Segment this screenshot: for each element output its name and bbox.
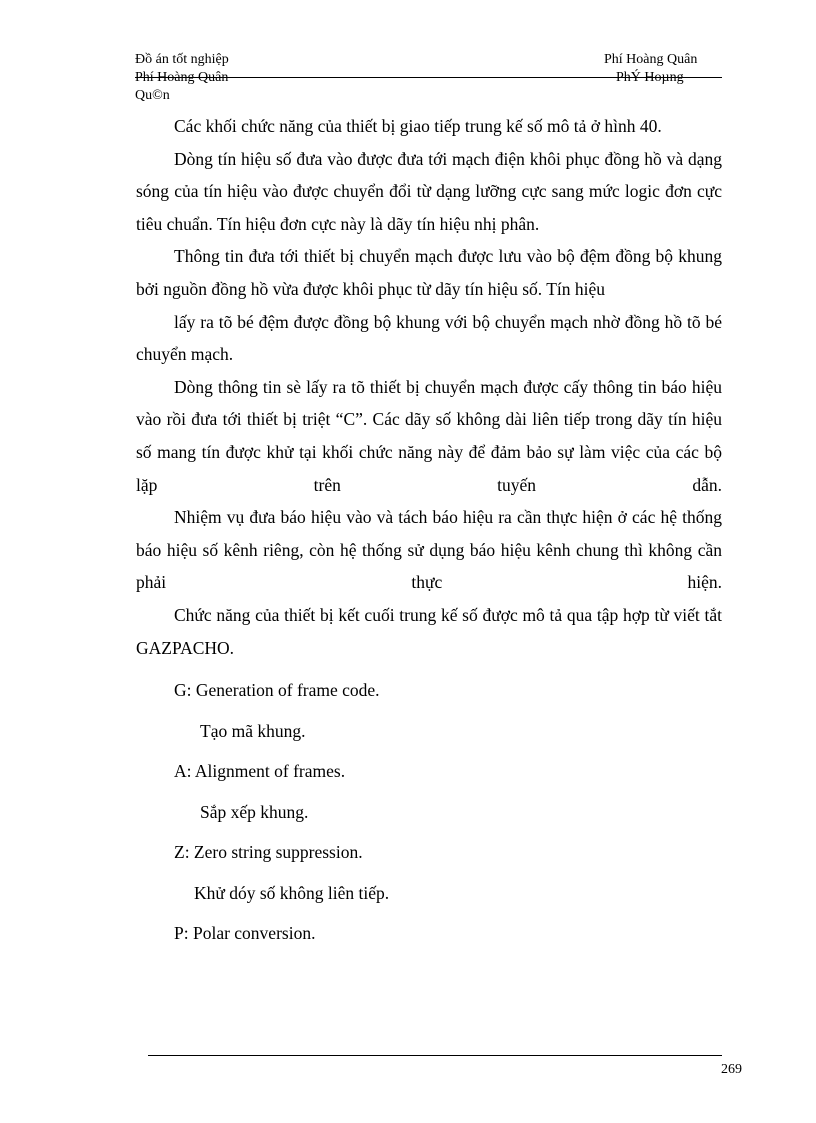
header-left-title: Đồ án tốt nghiệp <box>135 52 229 67</box>
header-right-name: Phí Hoàng Quân <box>604 52 698 67</box>
header-left-name-struck: Phí Hoàng Quân <box>135 70 229 85</box>
header-right-name-struck: PhÝ Hoµng <box>616 70 684 85</box>
paragraph-2: Dòng tín hiệu số đưa vào được đưa tới mạch điện khôi phục đồng hồ và dạng sóng của tín hiệu vào được chuyển đổi từ dạng lưỡng cực sang mức logic đơn cực tiêu chuẩn. Tín hiệu đơn cực này là dãy tín hiệu nhị phân. <box>136 148 722 234</box>
paragraph-5: Dòng thông tin sè lấy ra tõ thiết bị chuyển mạch được cấy thông tin báo hiệu vào rồi đưa tới thiết bị triệt “C”. Các dãy số không dài liên tiếp trong dãy tín hiệu số mang tín được khử tại khối chức năng này để đảm bảo sự làm việc của các bộ lặp trên tuyến dẫn. <box>136 376 722 495</box>
paragraph-6: Nhiệm vụ đưa báo hiệu vào và tách báo hiệu ra cần thực hiện ở các hệ thống báo hiệu số kênh riêng, còn hệ thống sử dụng báo hiệu kênh chung thì không cần phải thực hiện. <box>136 507 722 593</box>
list-desc-g: Tạo mã khung. <box>200 720 306 741</box>
footer-rule <box>148 1055 722 1056</box>
paragraph-1: Các khối chức năng của thiết bị giao tiếp trung kế số mô tả ở hình 40. <box>174 116 662 136</box>
paragraph-3: Thông tin đưa tới thiết bị chuyển mạch được lưu vào bộ đệm đồng bộ khung bởi nguồn đồng hồ vừa được khôi phục từ dãy tín hiệu số. Tín hiệu <box>136 246 722 299</box>
paragraph-7: Chức năng của thiết bị kết cuối trung kế số được mô tả qua tập hợp từ viết tắt GAZPACHO. <box>136 604 722 658</box>
body-text <box>136 110 722 954</box>
acronym-list <box>136 670 722 954</box>
list-term-a: A: Alignment of frames. <box>174 761 346 782</box>
header-garbled-name: Qu©n <box>135 88 170 103</box>
list-term-g: G: Generation of frame code. <box>174 680 380 701</box>
list-term-z: Z: Zero string suppression. <box>174 842 363 863</box>
list-term-p: P: Polar conversion. <box>174 923 316 944</box>
list-desc-a: Sắp xếp khung. <box>200 801 309 822</box>
page-number: 269 <box>721 1062 742 1077</box>
paragraph-4: lấy ra tõ bé đệm được đồng bộ khung với bộ chuyển mạch nhờ đồng hồ tõ bé chuyển mạch. <box>136 311 722 365</box>
list-desc-z: Khử dóy số không liên tiếp. <box>194 882 390 903</box>
